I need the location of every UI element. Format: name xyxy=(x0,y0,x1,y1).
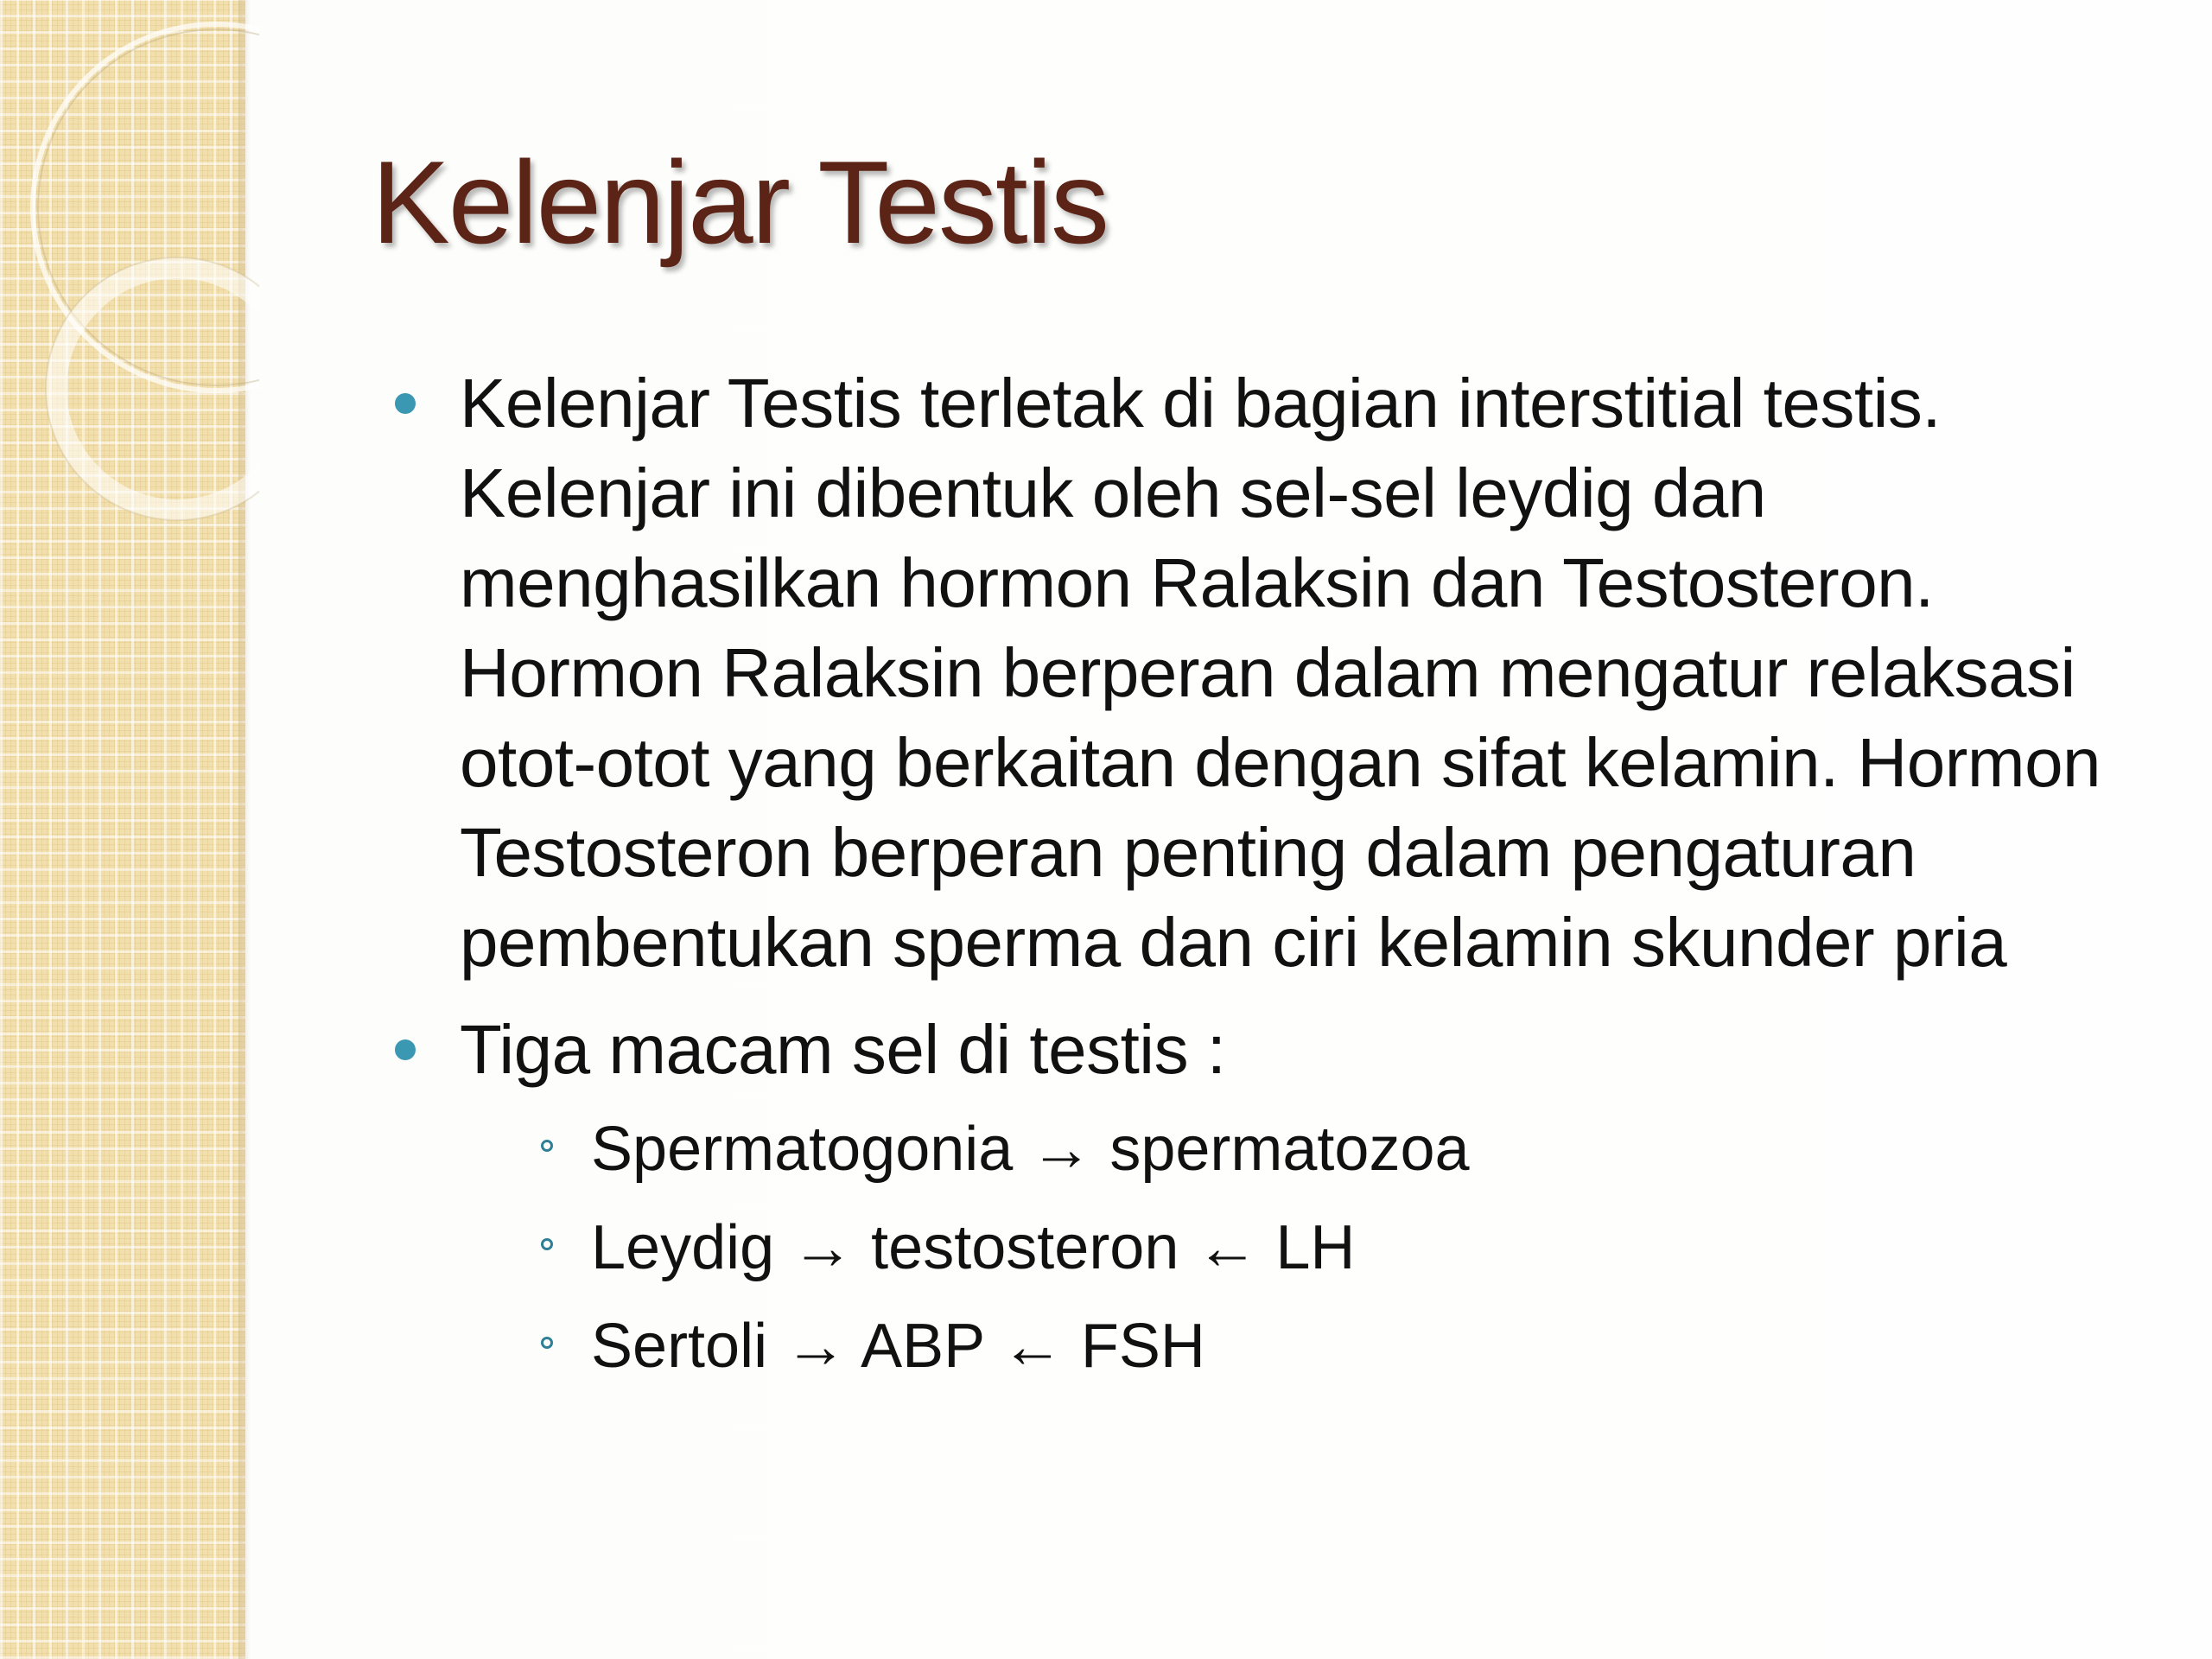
bullet-text: Tiga macam sel di testis : xyxy=(460,1011,1226,1088)
sub-bullet-text: Sertoli → ABP ← FSH xyxy=(591,1312,1205,1381)
sub-bullet-ring-icon xyxy=(541,1238,553,1250)
sub-bullet-item xyxy=(525,1100,2169,1198)
slide-title: Kelenjar Testis xyxy=(372,137,1108,268)
sub-bullet-item xyxy=(525,1297,2169,1395)
sub-bullet-list xyxy=(372,1100,2169,1395)
sub-bullet-ring-icon xyxy=(541,1337,553,1349)
slide-content xyxy=(372,359,2169,1395)
sub-bullet-text: Leydig → testosteron ← LH xyxy=(591,1213,1356,1282)
decorative-rings xyxy=(0,0,259,553)
bullet-item xyxy=(372,359,2169,988)
bullet-text: Kelenjar Testis terletak di bagian interstitial testis. Kelenjar ini dibentuk oleh sel-sel leydig dan menghasilkan hormon Ralaksin dan Testosteron. Hormon Ralaksin berperan dalam mengatur relaksasi otot-otot yang berkaitan dengan sifat kelamin. Hormon Testosteron berperan penting dalam pengaturan pembentukan sperma dan ciri kelamin skunder pria xyxy=(460,365,2101,981)
bullet-dot-icon xyxy=(395,393,416,414)
sub-bullet-item xyxy=(525,1198,2169,1297)
bullet-dot-icon xyxy=(395,1039,416,1060)
sub-bullet-ring-icon xyxy=(541,1140,553,1152)
sub-bullet-text: Spermatogonia → spermatozoa xyxy=(591,1115,1470,1184)
bullet-item xyxy=(372,1005,2169,1095)
